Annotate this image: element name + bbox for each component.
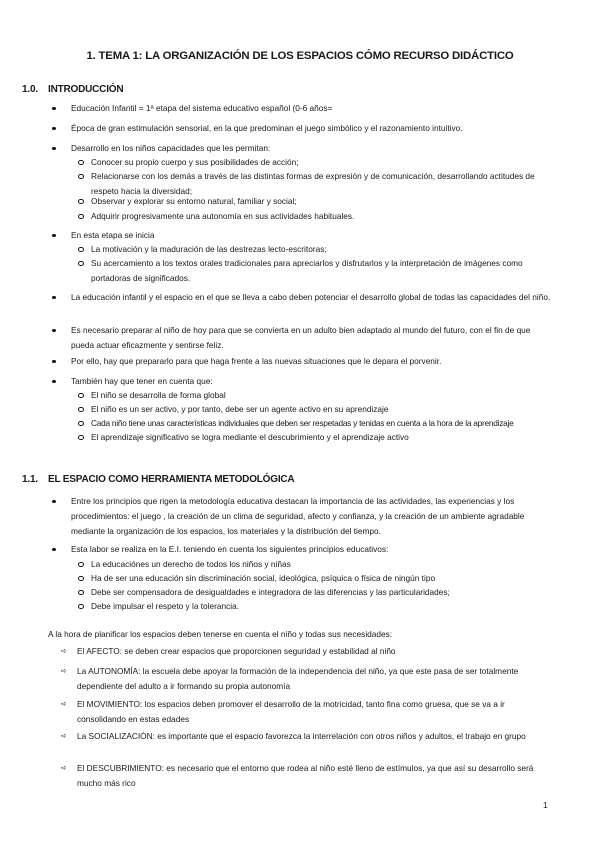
arrow-icon: ➪ [61, 701, 67, 708]
list-item: Desarrollo en los niños capacidades que les permitan: [57, 141, 552, 156]
sub-list-item: Debe impulsar el respeto y la tolerancia. [78, 599, 554, 614]
list-item: Por ello, hay que prepararlo para que haga frente a las nuevas situaciones que le depara el porvenir. [57, 354, 552, 369]
list-item: Entre los principios que rigen la metodología educativa destacan la importancia de las actividades, las experiencias y los procedimientos: el juego , la creación de un clima de seguridad, afecto y confianza, y la creación de un ambiente agradable mediante la organización de los espacios, los materiales y la distribución del tiempo. [57, 494, 552, 539]
sub-list-item: Cada niño tiene unas características individuales que deben ser respetadas y tenidas en cuenta a la hora de la aprendizaje [78, 416, 554, 431]
arrow-list-item: ➪ El MOVIMIENTO: los espacios deben promover el desarrollo de la motricidad, tanto fina como gruesa, que se va a ir consolidando en estas edades [61, 699, 505, 724]
page-number: 1 [543, 800, 548, 810]
paragraph: A la hora de planificar los espacios deben tenerse en cuenta el niño y todas sus necesidades: [48, 629, 393, 639]
arrow-icon: ➪ [61, 648, 67, 655]
section-number: 1.0. [22, 84, 38, 95]
section-title: EL ESPACIO COMO HERRAMIENTA METODOLÓGICA [48, 474, 295, 485]
sub-list-item: El aprendizaje significativo se logra mediante el descubrimiento y el aprendizaje activo [78, 430, 554, 445]
sub-list-item: Relacionarse con los demás a través de las distintas formas de expresión y de comunicación, desarrollando actitudes de respeto hacia la diversidad; [78, 169, 554, 199]
sub-list-item: Conocer su propio cuerpo y sus posibilidades de acción; [78, 155, 554, 170]
sub-list-item: Adquirir progresivamente una autonomía en sus actividades habituales. [78, 209, 554, 224]
sub-list-item: El niño se desarrolla de forma global [78, 388, 554, 403]
sub-list-item: El niño es un ser activo, y por tanto, debe ser un agente activo en su aprendizaje [78, 402, 554, 417]
section-title: INTRODUCCIÓN [48, 84, 124, 95]
arrow-list-item: ➪ La AUTONOMÍA: la escuela debe apoyar la formación de la independencia del niño, ya que este pasa de ser totalmente dependiente del adulto a ir formando su propia autonomía [61, 666, 519, 691]
list-item: En esta etapa se inicia [57, 228, 552, 243]
section-heading-espacio [22, 474, 294, 485]
sub-list-item: Ha de ser una educación sin discriminación social, ideológica, psíquica o física de ningún tipo [78, 571, 554, 586]
arrow-icon: ➪ [61, 765, 67, 772]
arrow-list-item: ➪ El DESCUBRIMIENTO: es necesario que el entorno que rodea al niño esté lleno de estímulos, ya que así su desarrollo será mucho más rico [61, 763, 534, 788]
list-item: Esta labor se realiza en la E.I. teniendo en cuenta los siguientes principios educativos: [57, 542, 552, 557]
arrow-icon: ➪ [61, 733, 67, 740]
sub-list-item: La motivación y la maduración de las destrezas lecto-escritoras; [78, 242, 554, 257]
list-item: También hay que tener en cuenta que: [57, 374, 552, 389]
list-item: Es necesario preparar al niño de hoy para que se convierta en un adulto bien adaptado al mundo del futuro, con el fin de que pueda actuar eficazmente y sentirse feliz. [57, 323, 552, 353]
sub-list-item: Observar y explorar su entorno natural, familiar y social; [78, 194, 554, 209]
page-title: 1. TEMA 1: LA ORGANIZACIÓN DE LOS ESPACIOS CÓMO RECURSO DIDÁCTICO [86, 50, 514, 62]
sub-list-item: La educaciónes un derecho de todos los niños y niñas [78, 557, 554, 572]
arrow-icon: ➪ [61, 668, 67, 675]
arrow-list-item: ➪ El AFECTO: se deben crear espacios que proporcionen seguridad y estabilidad al niño [61, 644, 554, 659]
list-item: Época de gran estimulación sensorial, en la que predominan el juego simbólico y el razonamiento intuitivo. [57, 121, 552, 136]
sub-list-item: Su acercamiento a los textos orales tradicionales para apreciarlos y disfrutarlos y la interpretación de imágenes como portadoras de significados. [78, 256, 554, 286]
arrow-list-item: ➪ La SOCIALIZACIÓN: es importante que el espacio favorezca la interrelación con otros niños y adultos, el trabajo en grupo [61, 729, 554, 744]
section-heading-introduccion [22, 84, 123, 95]
sub-list-item: Debe ser compensadora de desigualdades e integradora de las diferencias y las particularidades; [78, 585, 554, 600]
list-item: La educación infantil y el espacio en el que se lleva a cabo deben potenciar el desarrollo global de todas las capacidades del niño. [57, 290, 552, 305]
list-item: Educación Infantil = 1ª etapa del sistema educativo español (0-6 años= [57, 101, 552, 116]
section-number: 1.1. [22, 474, 38, 485]
